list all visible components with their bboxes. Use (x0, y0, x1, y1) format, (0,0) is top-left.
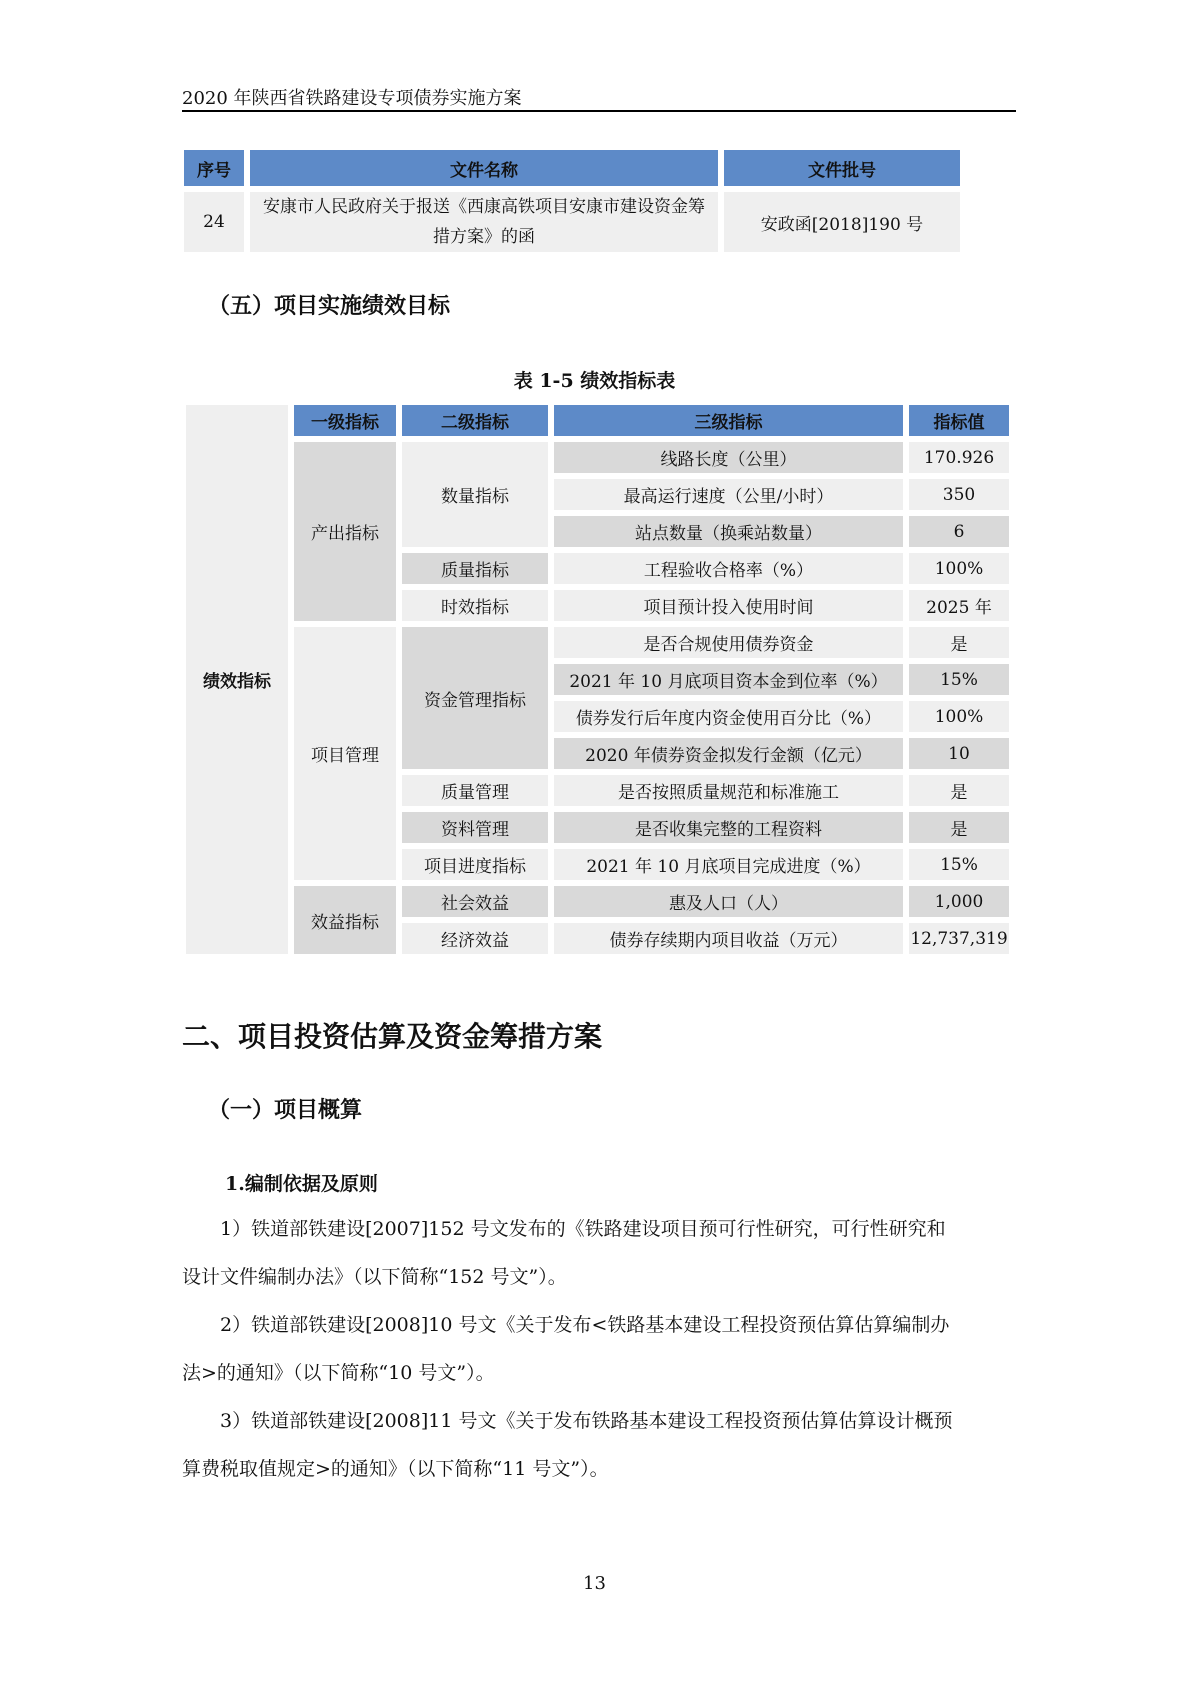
indicator-cell: 线路长度（公里） (552, 440, 905, 475)
indicator-cell: 项目预计投入使用时间 (552, 588, 905, 623)
col-header-name: 文件名称 (248, 148, 720, 188)
chapter-2-heading: 二、项目投资估算及资金筹措方案 (182, 1020, 603, 1053)
indicator-cell: 最高运行速度（公里/小时） (552, 477, 905, 512)
subsection-heading: 1.编制依据及原则 (225, 1173, 378, 1195)
paragraph-line: 2）铁道部铁建设[2008]10 号文《关于发布<铁路基本建设工程投资预估算估算编制办 (220, 1314, 950, 1336)
performance-indicator-table (182, 401, 1013, 958)
paragraph (182, 1205, 1017, 1301)
paragraph-line: 1）铁道部铁建设[2007]152 号文发布的《铁路建设项目预可行性研究，可行性研究和 (220, 1218, 946, 1240)
table-row (184, 440, 1011, 475)
running-header-title: 2020 年陕西省铁路建设专项债券实施方案 (182, 88, 522, 109)
indicator-cell: 惠及人口（人） (552, 884, 905, 919)
col-header-level3: 三级指标 (552, 403, 905, 438)
value-cell: 350 (907, 477, 1011, 512)
indicator-cell: 是否合规使用债券资金 (552, 625, 905, 660)
row-name-line2: 措方案》的函 (433, 227, 535, 247)
row-name (248, 190, 720, 254)
table-row (182, 190, 962, 254)
indicator-cell: 工程验收合格率（%） (552, 551, 905, 586)
level2-economic-benefit: 经济效益 (400, 921, 550, 956)
value-cell: 170.926 (907, 440, 1011, 475)
page-number: 13 (583, 1573, 606, 1594)
table-row (184, 625, 1011, 660)
table-row (184, 884, 1011, 919)
value-cell: 15% (907, 662, 1011, 697)
level2-timeliness: 时效指标 (400, 588, 550, 623)
level2-document-management: 资料管理 (400, 810, 550, 845)
header-rule (182, 110, 1016, 112)
value-cell: 1,000 (907, 884, 1011, 919)
value-cell: 是 (907, 625, 1011, 660)
indicator-cell: 站点数量（换乘站数量） (552, 514, 905, 549)
level1-benefit: 效益指标 (292, 884, 398, 956)
paragraph-line: 法>的通知》（以下简称“10 号文”）。 (182, 1362, 495, 1384)
indicator-cell: 2020 年债券资金拟发行金额（亿元） (552, 736, 905, 771)
level1-output: 产出指标 (292, 440, 398, 623)
paragraph-line: 3）铁道部铁建设[2008]11 号文《关于发布铁路基本建设工程投资预估算估算设计概预 (220, 1410, 953, 1432)
indicator-cell: 2021 年 10 月底项目完成进度（%） (552, 847, 905, 882)
col-header-code: 文件批号 (722, 148, 962, 188)
value-cell: 15% (907, 847, 1011, 882)
indicator-cell: 是否按照质量规范和标准施工 (552, 773, 905, 808)
section-5-heading: （五）项目实施绩效目标 (208, 293, 451, 319)
level2-fund-management: 资金管理指标 (400, 625, 550, 771)
col-header-no: 序号 (182, 148, 246, 188)
paragraph-line: 设计文件编制办法》（以下简称“152 号文”）。 (182, 1266, 567, 1288)
level2-social-benefit: 社会效益 (400, 884, 550, 919)
value-cell: 100% (907, 551, 1011, 586)
value-cell: 6 (907, 514, 1011, 549)
paragraph (182, 1301, 1017, 1397)
level2-quality: 质量指标 (400, 551, 550, 586)
value-cell: 是 (907, 773, 1011, 808)
value-cell: 10 (907, 736, 1011, 771)
section-1-heading: （一）项目概算 (208, 1097, 363, 1123)
paragraph (182, 1397, 1017, 1493)
value-cell: 2025 年 (907, 588, 1011, 623)
indicator-cell: 是否收集完整的工程资料 (552, 810, 905, 845)
level2-quantity: 数量指标 (400, 440, 550, 549)
indicator-cell: 债券发行后年度内资金使用百分比（%） (552, 699, 905, 734)
indicator-cell: 2021 年 10 月底项目资本金到位率（%） (552, 662, 905, 697)
value-cell: 12,737,319 (907, 921, 1011, 956)
row-code: 安政函[2018]190 号 (722, 190, 962, 254)
indicator-cell: 债券存续期内项目收益（万元） (552, 921, 905, 956)
row-name-line1: 安康市人民政府关于报送《西康高铁项目安康市建设资金筹 (263, 197, 705, 217)
level2-progress: 项目进度指标 (400, 847, 550, 882)
col-header-level2: 二级指标 (400, 403, 550, 438)
row-no: 24 (182, 190, 246, 254)
value-cell: 是 (907, 810, 1011, 845)
table-caption: 表 1-5 绩效指标表 (513, 370, 676, 392)
level2-quality-management: 质量管理 (400, 773, 550, 808)
value-cell: 100% (907, 699, 1011, 734)
root-label: 绩效指标 (184, 403, 290, 956)
paragraph-line: 算费税取值规定>的通知》（以下简称“11 号文”）。 (182, 1458, 609, 1480)
col-header-level1: 一级指标 (292, 403, 398, 438)
document-list-table (180, 146, 964, 256)
level1-management: 项目管理 (292, 625, 398, 882)
col-header-value: 指标值 (907, 403, 1011, 438)
